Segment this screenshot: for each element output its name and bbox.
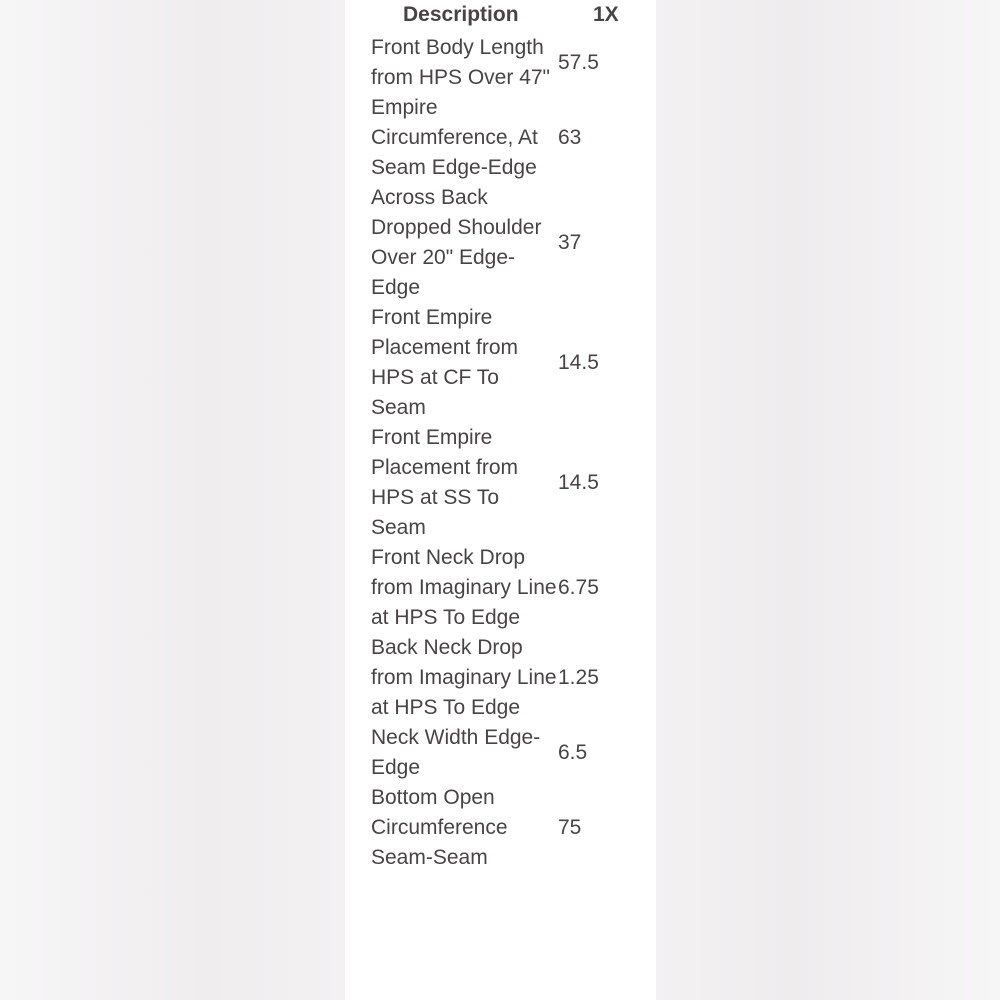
row-description: Front Empire Placement from HPS at CF To Seam — [371, 306, 519, 419]
row-description: Bottom Open Circumference Seam-Seam — [371, 786, 508, 869]
table-row — [345, 783, 656, 873]
table-row — [345, 33, 656, 93]
description-column-header: Description — [403, 3, 519, 26]
row-description: Front Empire Placement from HPS at SS To Seam — [371, 426, 519, 539]
table-header — [345, 0, 656, 30]
table-row — [345, 93, 656, 183]
size-chart-table — [345, 0, 656, 1000]
table-body — [345, 33, 656, 873]
row-value: 14.5 — [558, 471, 599, 494]
row-value: 57.5 — [558, 51, 599, 74]
row-value: 6.5 — [558, 741, 588, 764]
background-right — [655, 0, 1000, 1000]
row-value: 14.5 — [558, 351, 599, 374]
row-description: Front Body Length from HPS Over 47" — [371, 36, 551, 89]
size-1x-column-header: 1X — [593, 3, 619, 26]
table-row — [345, 543, 656, 633]
background-left — [0, 0, 345, 1000]
row-value: 63 — [558, 126, 582, 149]
row-description: Front Neck Drop from Imaginary Line at HPS To Edge — [371, 546, 557, 629]
row-description: Across Back Dropped Shoulder Over 20" Edge-Edge — [371, 186, 542, 299]
row-description: Empire Circumference, At Seam Edge-Edge — [371, 96, 538, 179]
row-value: 37 — [558, 231, 582, 254]
row-description: Neck Width Edge-Edge — [371, 726, 541, 779]
table-row — [345, 303, 656, 423]
table-row — [345, 633, 656, 723]
row-description: Back Neck Drop from Imaginary Line at HPS To Edge — [371, 636, 557, 719]
row-value: 1.25 — [558, 666, 599, 689]
table-row — [345, 183, 656, 303]
row-value: 6.75 — [558, 576, 599, 599]
row-value: 75 — [558, 816, 582, 839]
table-row — [345, 423, 656, 543]
table-row — [345, 723, 656, 783]
